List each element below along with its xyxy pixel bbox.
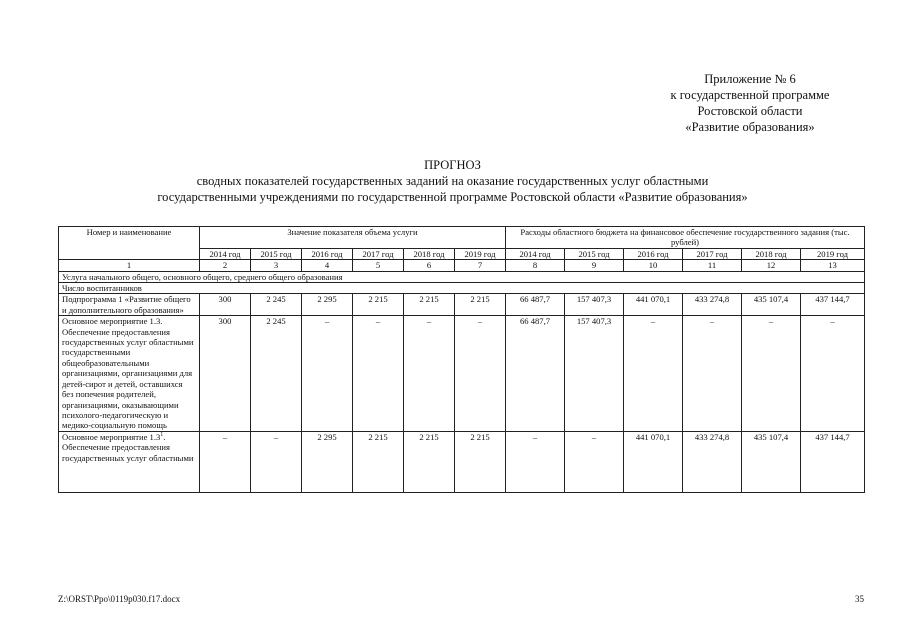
volume-cell: 2 295 xyxy=(302,294,353,316)
column-number: 10 xyxy=(624,260,683,271)
year-header: 2017 год xyxy=(353,248,404,259)
column-number: 7 xyxy=(455,260,506,271)
volume-cell: 2 215 xyxy=(353,294,404,316)
volume-cell: 300 xyxy=(200,316,251,431)
year-header: 2019 год xyxy=(455,248,506,259)
volume-cell: 2 245 xyxy=(251,316,302,431)
table-row xyxy=(59,294,865,316)
expense-cell: – xyxy=(506,431,565,492)
year-header: 2015 год xyxy=(565,248,624,259)
year-header: 2018 год xyxy=(742,248,801,259)
expense-cell: – xyxy=(683,316,742,431)
volume-cell: – xyxy=(455,316,506,431)
row-name: Основное мероприятие 1.3. Обеспечение предоставления государственных услуг областными государственными общеобразовательными организациями, организациями для детей-сирот и детей, оставшихся без попечения родителей, организациями, оказывающими психолого-педагогическую и медико-социальную помощь xyxy=(59,316,200,431)
row-name: Подпрограмма 1 «Развитие общего и дополнительного образования» xyxy=(59,294,200,316)
expense-cell: 433 274,8 xyxy=(683,431,742,492)
appendix-line: Приложение № 6 xyxy=(704,72,796,86)
volume-cell: – xyxy=(251,431,302,492)
volume-cell: 300 xyxy=(200,294,251,316)
column-number: 2 xyxy=(200,260,251,271)
year-header: 2016 год xyxy=(302,248,353,259)
header-name: Номер и наименование xyxy=(59,227,200,260)
forecast-table xyxy=(58,226,865,493)
table-row xyxy=(59,431,865,492)
volume-cell: – xyxy=(404,316,455,431)
column-number: 9 xyxy=(565,260,624,271)
expense-cell: – xyxy=(742,316,801,431)
expense-cell: 157 407,3 xyxy=(565,316,624,431)
volume-cell: 2 215 xyxy=(455,431,506,492)
row-name-main: Основное мероприятие 1.3 xyxy=(62,431,161,442)
appendix-line: «Развитие образования» xyxy=(685,120,815,134)
volume-cell: – xyxy=(353,316,404,431)
column-number: 4 xyxy=(302,260,353,271)
volume-cell: 2 245 xyxy=(251,294,302,316)
section-row xyxy=(59,283,865,294)
column-number: 6 xyxy=(404,260,455,271)
page-number: 35 xyxy=(855,594,864,604)
file-path: Z:\ORST\Ppo\0119p030.f17.docx xyxy=(58,594,181,604)
column-number-row xyxy=(59,260,865,271)
section-indicator-label: Число воспитанников xyxy=(59,283,865,294)
expense-cell: 433 274,8 xyxy=(683,294,742,316)
expense-cell: 435 107,4 xyxy=(742,294,801,316)
header-expenses: Расходы областного бюджета на финансовое обеспечение государственного задания (тыс. рублей) xyxy=(506,227,865,249)
column-number: 12 xyxy=(742,260,801,271)
column-number: 5 xyxy=(353,260,404,271)
expense-cell: – xyxy=(624,316,683,431)
volume-cell: – xyxy=(302,316,353,431)
header-volume: Значение показателя объема услуги xyxy=(200,227,506,249)
column-number: 8 xyxy=(506,260,565,271)
expense-cell: 437 144,7 xyxy=(801,431,865,492)
table-row xyxy=(59,316,865,431)
volume-cell: 2 215 xyxy=(404,431,455,492)
volume-cell: 2 215 xyxy=(353,431,404,492)
expense-cell: 441 070,1 xyxy=(624,294,683,316)
year-header: 2016 год xyxy=(624,248,683,259)
expense-cell: 437 144,7 xyxy=(801,294,865,316)
volume-cell: 2 215 xyxy=(404,294,455,316)
year-header: 2019 год xyxy=(801,248,865,259)
year-header: 2015 год xyxy=(251,248,302,259)
row-name-superscript: 1 xyxy=(160,431,164,438)
volume-cell: 2 215 xyxy=(455,294,506,316)
expense-cell: – xyxy=(565,431,624,492)
appendix-line: Ростовской области xyxy=(697,104,803,118)
year-header: 2017 год xyxy=(683,248,742,259)
title-subtitle-line-1: сводных показателей государственных заданий на оказание государственных услуг областными xyxy=(196,174,709,188)
title-main: ПРОГНОЗ xyxy=(424,158,481,172)
appendix-note xyxy=(600,71,900,135)
expense-cell: 66 487,7 xyxy=(506,316,565,431)
appendix-line: к государственной программе xyxy=(670,88,830,102)
header-row-groups xyxy=(59,227,865,249)
title-subtitle-line-2: государственными учреждениями по государственной программе Ростовской области «Развитие образования» xyxy=(157,190,748,204)
column-number: 13 xyxy=(801,260,865,271)
section-row xyxy=(59,271,865,282)
column-number: 11 xyxy=(683,260,742,271)
column-number: 1 xyxy=(59,260,200,271)
volume-cell: – xyxy=(200,431,251,492)
column-number: 3 xyxy=(251,260,302,271)
expense-cell: – xyxy=(801,316,865,431)
row-name xyxy=(59,431,200,492)
expense-cell: 441 070,1 xyxy=(624,431,683,492)
document-title xyxy=(0,157,905,205)
year-header: 2018 год xyxy=(404,248,455,259)
volume-cell: 2 295 xyxy=(302,431,353,492)
row-name-rest: . Обеспечение предоставления государственных услуг областными xyxy=(62,431,194,463)
expense-cell: 66 487,7 xyxy=(506,294,565,316)
expense-cell: 435 107,4 xyxy=(742,431,801,492)
expense-cell: 157 407,3 xyxy=(565,294,624,316)
section-service-label: Услуга начального общего, основного общего, среднего общего образования xyxy=(59,271,865,282)
year-header: 2014 год xyxy=(506,248,565,259)
year-header: 2014 год xyxy=(200,248,251,259)
